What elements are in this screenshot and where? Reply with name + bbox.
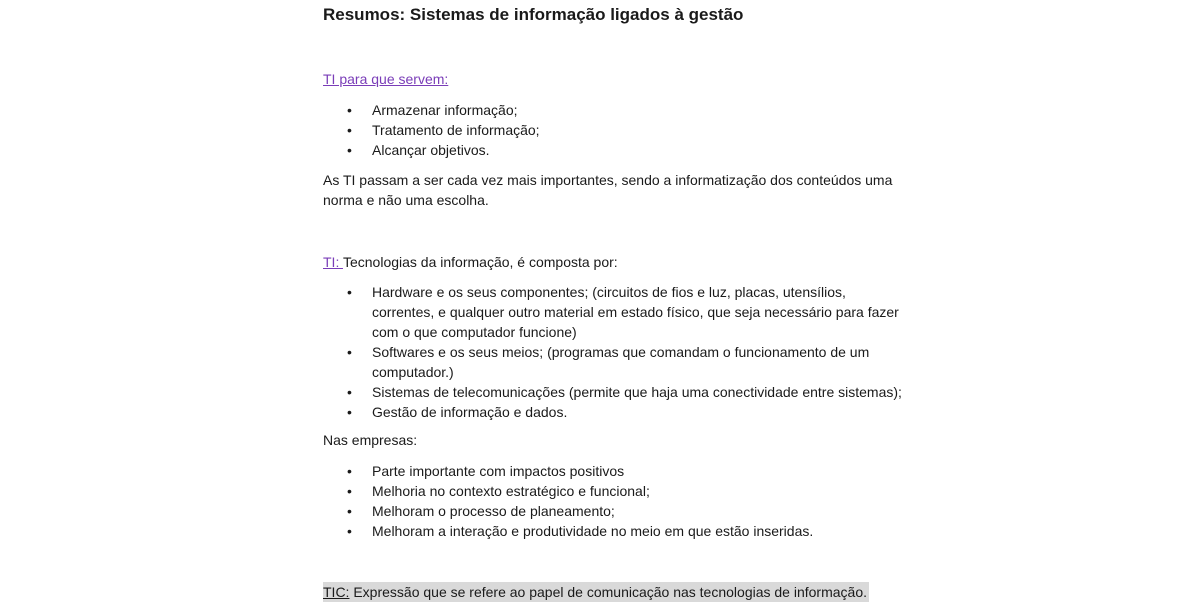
ti-purpose-list [323,100,903,160]
section-heading-ti-purpose [323,71,448,87]
list-item: • Hardware e os seus componentes; (circuitos de fios e luz, placas, utensílios, correntes, e qualquer outro material em estado físico, que seja necessário para fazer com o que computador funcione) [323,282,903,342]
list-item: • Alcançar objetivos. [323,140,903,160]
list-item: • Melhoria no contexto estratégico e funcional; [323,481,903,501]
ti-term: TI: [323,254,343,270]
list-item: • Gestão de informação e dados. [323,402,903,422]
tic-definition-highlight [323,582,869,602]
ti-components-list [323,282,903,422]
list-item: • Melhoram o processo de planeamento; [323,501,903,521]
tic-term: TIC: [323,584,350,600]
list-item: • Melhoram a interação e produtividade no meio em que estão inseridas. [323,521,903,541]
document-title: Resumos: Sistemas de informação ligados à gestão [323,5,744,24]
list-item: • Softwares e os seus meios; (programas que comandam o funcionamento de um computador.) [323,342,903,382]
ti-definition-text: Tecnologias da informação, é composta por: [342,254,618,270]
companies-list [323,461,903,541]
tic-definition-text: Expressão que se refere ao papel de comunicação nas tecnologias de informação. [349,584,867,600]
ti-purpose-heading: TI para que servem: [323,71,449,87]
list-item: • Sistemas de telecomunicações (permite que haja uma conectividade entre sistemas); [323,382,903,402]
list-item: • Parte importante com impactos positivos [323,461,903,481]
list-item: • Armazenar informação; [323,100,903,120]
list-item: • Tratamento de informação; [323,120,903,140]
ti-definition [323,252,903,272]
ti-importance-paragraph: As TI passam a ser cada vez mais importantes, sendo a informatização dos conteúdos uma norma e não uma escolha. [323,172,893,208]
companies-label: Nas empresas: [323,432,418,448]
